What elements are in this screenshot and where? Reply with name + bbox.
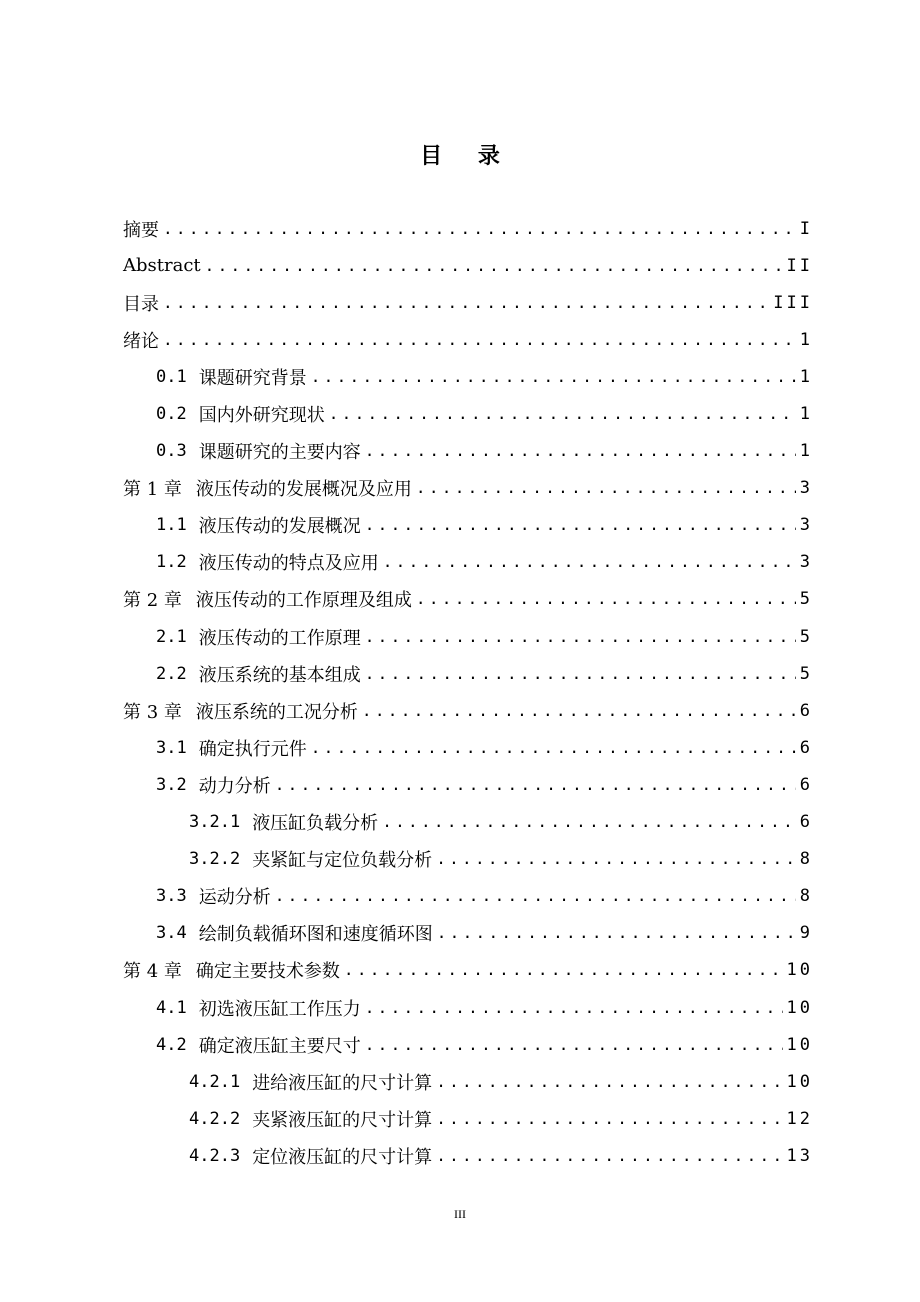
toc-entry-number: 4.2.1 bbox=[189, 1071, 241, 1092]
toc-entry-label: 液压系统的工况分析 bbox=[195, 701, 358, 723]
toc-entry-number: 4.1 bbox=[156, 997, 187, 1018]
toc-entry-page: 8 bbox=[799, 886, 813, 907]
toc-entry-label: 进给液压缸的尺寸计算 bbox=[252, 1072, 433, 1094]
dot-leader bbox=[382, 814, 796, 830]
toc-entry-label: 动力分析 bbox=[198, 775, 271, 797]
toc-entry-page: 10 bbox=[786, 1034, 813, 1055]
page-title: 目 录 bbox=[420, 144, 514, 169]
dot-leader bbox=[436, 851, 796, 867]
dot-leader bbox=[436, 1074, 782, 1090]
toc-entry[interactable] bbox=[123, 395, 813, 432]
toc-entry-page: 10 bbox=[786, 1071, 813, 1092]
toc-entry[interactable] bbox=[123, 915, 813, 952]
toc-entry-page: 12 bbox=[786, 1108, 813, 1129]
dot-leader bbox=[163, 221, 796, 237]
toc-entry-label: 确定液压缸主要尺寸 bbox=[198, 1035, 361, 1057]
toc-entry-label: 液压传动的发展概况及应用 bbox=[195, 479, 412, 501]
toc-entry-label: 液压传动的发展概况 bbox=[198, 516, 361, 538]
toc-entry-number: 0.3 bbox=[156, 441, 187, 462]
toc-entry-number: 3.2.1 bbox=[189, 812, 241, 833]
dot-leader bbox=[365, 517, 796, 533]
dot-leader bbox=[437, 925, 796, 941]
toc-entry[interactable] bbox=[123, 433, 813, 470]
toc-entry-page: 6 bbox=[799, 700, 813, 721]
toc-entry-page: 5 bbox=[799, 626, 813, 647]
toc-entry-label: 课题研究背景 bbox=[198, 367, 307, 389]
toc-entry-page: III bbox=[773, 292, 813, 313]
dot-leader bbox=[362, 703, 796, 719]
dot-leader bbox=[365, 443, 796, 459]
dot-leader bbox=[365, 1000, 783, 1016]
dot-leader bbox=[311, 369, 796, 385]
toc-entry-label: 国内外研究现状 bbox=[198, 405, 325, 427]
toc-entry-number: 3.1 bbox=[156, 737, 187, 758]
toc-entry[interactable] bbox=[123, 766, 813, 803]
dot-leader bbox=[416, 480, 796, 496]
toc-entry-page: 5 bbox=[799, 589, 813, 610]
toc-entry[interactable] bbox=[123, 989, 813, 1026]
toc-entry-page: 9 bbox=[799, 923, 813, 944]
toc-entry-label: 课题研究的主要内容 bbox=[198, 442, 361, 464]
toc-entry[interactable] bbox=[123, 692, 813, 729]
toc-entry-label: 摘要 bbox=[123, 219, 159, 241]
toc-entry-page: 6 bbox=[799, 812, 813, 833]
toc-entry[interactable] bbox=[123, 1026, 813, 1063]
toc-entry-number: 3.3 bbox=[156, 886, 187, 907]
toc-entry-number: 2.2 bbox=[156, 663, 187, 684]
toc-entry[interactable] bbox=[123, 1063, 813, 1100]
toc-entry-label: 确定执行元件 bbox=[198, 738, 307, 760]
page-number-footer: III bbox=[454, 1207, 466, 1221]
toc-entry[interactable] bbox=[123, 878, 813, 915]
toc-entry-page: 3 bbox=[799, 515, 813, 536]
toc-entry-label: 液压传动的工作原理 bbox=[198, 627, 361, 649]
dot-leader bbox=[365, 1037, 783, 1053]
toc-entry[interactable] bbox=[123, 1100, 813, 1137]
dot-leader bbox=[329, 406, 796, 422]
toc-entry-page: 1 bbox=[799, 404, 813, 425]
toc-entry[interactable] bbox=[123, 952, 813, 989]
toc-entry-number: 3.2.2 bbox=[189, 849, 241, 870]
toc-entry-label: 定位液压缸的尺寸计算 bbox=[252, 1146, 433, 1168]
toc-entry-page: 1 bbox=[799, 366, 813, 387]
toc-entry-label: 液压传动的工作原理及组成 bbox=[195, 590, 412, 612]
toc-entry-page: 6 bbox=[799, 774, 813, 795]
table-of-contents bbox=[123, 210, 813, 1174]
toc-entry[interactable] bbox=[123, 655, 813, 692]
toc-entry-label: 液压系统的基本组成 bbox=[198, 664, 361, 686]
toc-entry-number: 3.4 bbox=[156, 923, 187, 944]
toc-entry-number: 0.2 bbox=[156, 404, 187, 425]
toc-entry-page: 8 bbox=[799, 849, 813, 870]
toc-entry[interactable] bbox=[123, 470, 813, 507]
dot-leader bbox=[344, 962, 783, 978]
toc-entry-page: 3 bbox=[799, 552, 813, 573]
toc-entry-number: 4.2.3 bbox=[189, 1145, 241, 1166]
toc-entry-label: 夹紧液压缸的尺寸计算 bbox=[252, 1109, 433, 1131]
toc-entry-label: 运动分析 bbox=[198, 887, 271, 909]
toc-entry-number: 0.1 bbox=[156, 366, 187, 387]
toc-entry-page: 1 bbox=[799, 441, 813, 462]
dot-leader bbox=[416, 591, 796, 607]
toc-entry-page: 10 bbox=[786, 997, 813, 1018]
toc-entry[interactable] bbox=[123, 729, 813, 766]
toc-entry-label: 确定主要技术参数 bbox=[195, 961, 340, 983]
toc-entry[interactable] bbox=[123, 618, 813, 655]
toc-entry[interactable] bbox=[123, 247, 813, 284]
toc-entry[interactable] bbox=[123, 544, 813, 581]
toc-entry-label: 液压传动的特点及应用 bbox=[198, 553, 379, 575]
toc-entry[interactable] bbox=[123, 804, 813, 841]
toc-entry-page: II bbox=[786, 255, 813, 276]
dot-leader bbox=[205, 258, 783, 274]
toc-entry-label: Abstract bbox=[123, 255, 201, 277]
dot-leader bbox=[365, 666, 796, 682]
toc-entry-label: 初选液压缸工作压力 bbox=[198, 998, 361, 1020]
toc-entry[interactable] bbox=[123, 581, 813, 618]
toc-entry-label: 液压缸负载分析 bbox=[252, 813, 379, 835]
dot-leader bbox=[365, 629, 796, 645]
dot-leader bbox=[163, 332, 796, 348]
toc-entry-page: 6 bbox=[799, 737, 813, 758]
toc-entry-page: 13 bbox=[786, 1145, 813, 1166]
toc-entry-label: 绘制负载循环图和速度循环图 bbox=[198, 924, 433, 946]
toc-entry[interactable] bbox=[123, 210, 813, 247]
toc-entry-number: 1.1 bbox=[156, 515, 187, 536]
dot-leader bbox=[436, 1148, 782, 1164]
toc-entry-number: 4.2 bbox=[156, 1034, 187, 1055]
toc-entry-number: 2.1 bbox=[156, 626, 187, 647]
toc-entry-number: 4.2.2 bbox=[189, 1108, 241, 1129]
toc-entry-number: 第 1 章 bbox=[123, 479, 182, 501]
toc-entry-label: 绪论 bbox=[123, 330, 159, 352]
toc-entry[interactable] bbox=[123, 841, 813, 878]
toc-entry-label: 夹紧缸与定位负载分析 bbox=[252, 850, 433, 872]
dot-leader bbox=[163, 295, 769, 311]
toc-entry[interactable] bbox=[123, 507, 813, 544]
toc-entry-number: 3.2 bbox=[156, 774, 187, 795]
toc-entry[interactable] bbox=[123, 358, 813, 395]
dot-leader bbox=[275, 777, 796, 793]
dot-leader bbox=[383, 554, 796, 570]
dot-leader bbox=[311, 740, 796, 756]
toc-entry-page: 3 bbox=[799, 478, 813, 499]
toc-entry-number: 1.2 bbox=[156, 552, 187, 573]
toc-entry[interactable] bbox=[123, 321, 813, 358]
toc-entry-number: 第 2 章 bbox=[123, 590, 182, 612]
toc-entry-page: 5 bbox=[799, 663, 813, 684]
toc-entry-page: 1 bbox=[799, 329, 813, 350]
toc-entry-label: 目录 bbox=[123, 293, 159, 315]
dot-leader bbox=[275, 888, 796, 904]
dot-leader bbox=[436, 1111, 782, 1127]
toc-entry-number: 第 4 章 bbox=[123, 961, 182, 983]
toc-entry-number: 第 3 章 bbox=[123, 701, 182, 723]
toc-entry[interactable] bbox=[123, 284, 813, 321]
toc-entry-page: I bbox=[799, 218, 813, 239]
toc-entry-page: 10 bbox=[786, 960, 813, 981]
toc-entry[interactable] bbox=[123, 1137, 813, 1174]
